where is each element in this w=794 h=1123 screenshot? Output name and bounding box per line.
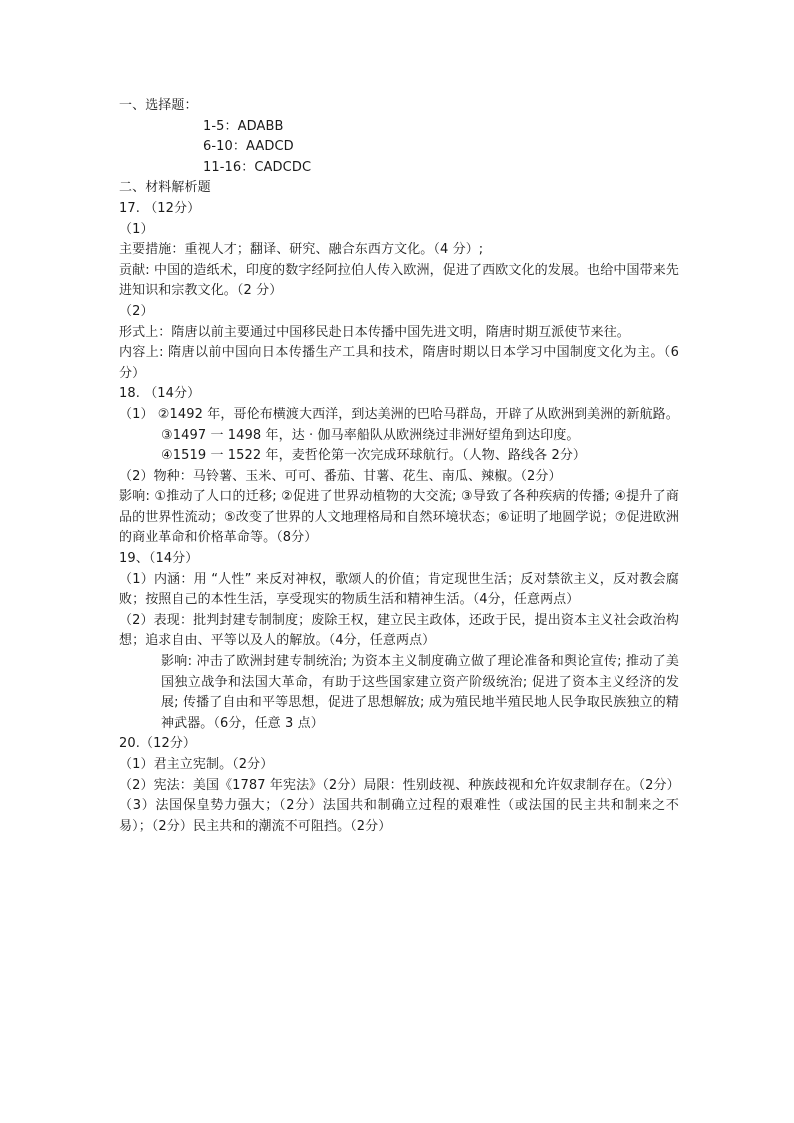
q17-contribution: 贡献: 中国的造纸术，印度的数字经阿拉伯人传入欧洲，促进了西欧文化的发展。也给中国带来先进知识和宗教文化。（2 分） — [119, 262, 679, 299]
q19-impact: 影响: 冲击了欧洲封建专制统治; 为资本主义制度确立做了理论准备和舆论宣传; 推动了美国独立战争和法国大革命，有助于这些国家建立资产阶级统治; 促进了资本主义经济的发展; 传播了自由和平等思想，促进了思想解放; 成为殖民地半殖民地人民争取民族独立的精神武器。（6分，任意 3 点） — [161, 654, 679, 731]
answer-key — [119, 96, 679, 837]
section1-title: 一、选择题： — [119, 98, 198, 113]
mc-answer-6-10: 6-10：AADCD — [203, 139, 294, 155]
q19-heading: 19、（14分） — [119, 551, 199, 567]
q19-expression: （2）表现：批判封建专制制度；废除王权，建立民主政体，还政于民，提出资本主义社会政治构想；追求自由、平等以及人的解放。（4分，任意两点） — [119, 612, 679, 649]
q18-heading: 18. （14分） — [119, 386, 201, 402]
q20-answer-1: （1）君主立宪制。（2分） — [119, 757, 274, 772]
q17-measures: 主要措施：重视人才；翻译、研究、融合东西方文化。（4 分）; — [119, 242, 484, 258]
q17-heading: 17. （12分） — [119, 200, 201, 216]
q18-species: （2）物种：马铃薯、玉米、可可、番茄、甘薯、花生、南瓜、辣椒。（2分） — [119, 468, 562, 484]
q18-route-gama: ③1497 一 1498 年，达 · 伽马率船队从欧洲绕过非洲好望角到达印度。 — [161, 427, 580, 443]
q18-route-columbus: （1） ②1492 年，哥伦布横渡大西洋，到达美洲的巴哈马群岛，开辟了从欧洲到美洲的新航路。 — [119, 406, 679, 422]
q17-part1-label: （1） — [119, 221, 154, 237]
q20-answer-2: （2）宪法：美国《1787 年宪法》（2分）局限：性别歧视、种族歧视和允许奴隶制存在。（2分） — [119, 777, 680, 793]
q17-form: 形式上：隋唐以前主要通过中国移民赴日本传播中国先进文明，隋唐时期互派使节来往。 — [119, 324, 630, 340]
section2-title: 二、材料解析题 — [119, 180, 211, 196]
mc-answer-11-16: 11-16：CADCDC — [203, 159, 312, 175]
q17-content: 内容上: 隋唐以前中国向日本传播生产工具和技术，隋唐时期以日本学习中国制度文化为主。（6 分） — [119, 345, 679, 381]
mc-answer-1-5: 1-5：ADABB — [203, 118, 284, 134]
q20-heading: 20.（12分） — [119, 736, 197, 752]
q18-route-magellan: ④1519 一 1522 年，麦哲伦第一次完成环球航行。（人物、路线各 2分） — [161, 448, 587, 464]
q18-impact: 影响: ①推动了人口的迁移; ②促进了世界动植物的大交流; ③导致了各种疾病的传播; ④提升了商品的世界性流动；⑤改变了世界的人文地理格局和自然环境状态；⑥证明了地圆学说；⑦促进欧洲的商业革命和价格革命等。（8分） — [119, 489, 679, 546]
q19-connotation: （1）内涵：用 “人性” 来反对神权，歌颂人的价值；肯定现世生活；反对禁欲主义，反对教会腐败；按照自己的本性生活，享受现实的物质生活和精神生活。（4分，任意两点） — [119, 571, 679, 608]
q17-part2-label: （2） — [119, 303, 154, 319]
q20-answer-3: （3）法国保皇势力强大；（2分）法国共和制确立过程的艰难性（或法国的民主共和制来之不易）；（2分）民主共和的潮流不可阻挡。（2分） — [119, 798, 679, 834]
